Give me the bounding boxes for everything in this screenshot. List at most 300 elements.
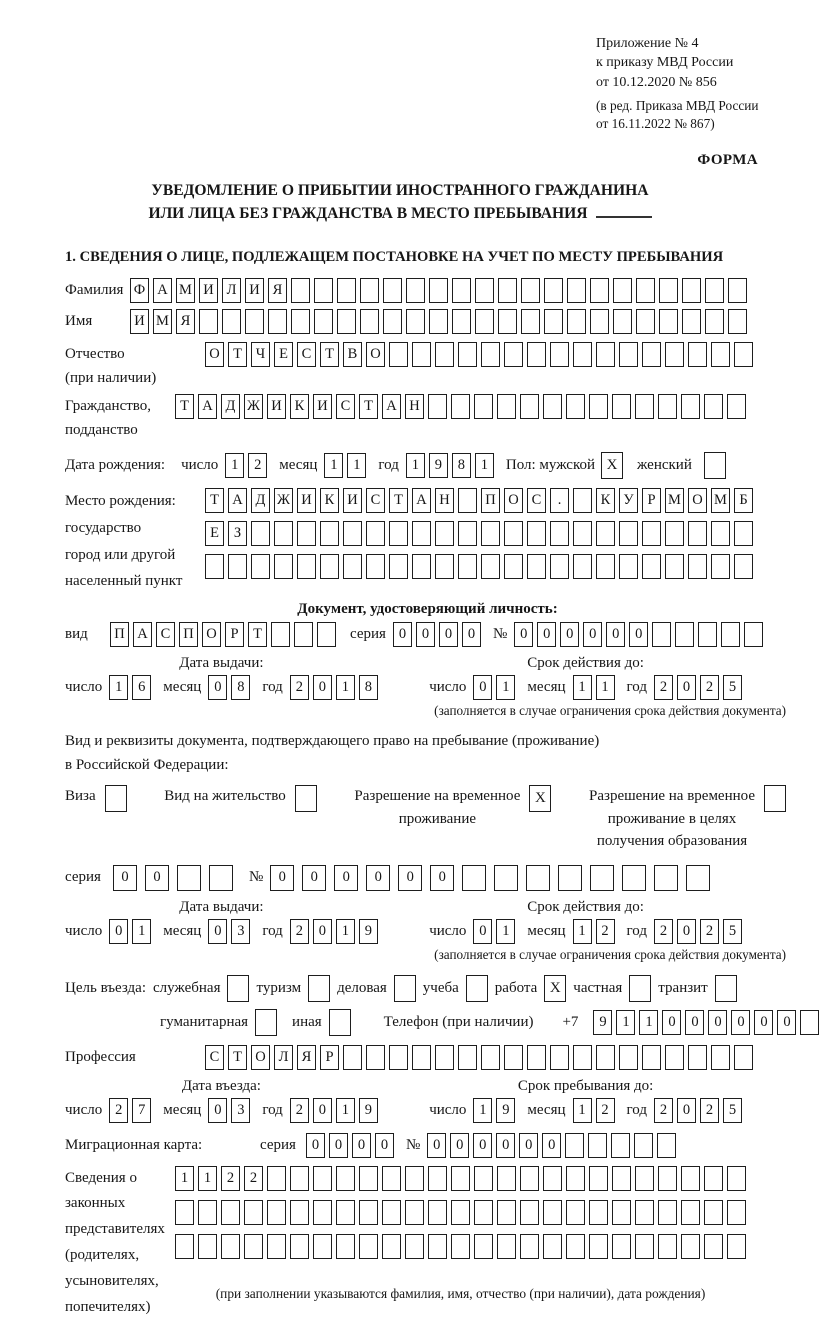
char-cell[interactable]: 1 bbox=[336, 1098, 355, 1123]
char-cell[interactable]: 0 bbox=[708, 1010, 727, 1035]
char-cell[interactable] bbox=[611, 1133, 630, 1158]
char-cell[interactable] bbox=[634, 1133, 653, 1158]
char-cell[interactable]: 3 bbox=[231, 919, 250, 944]
char-cell[interactable]: Р bbox=[642, 488, 661, 513]
char-cell[interactable] bbox=[665, 521, 684, 546]
char-cell[interactable]: 0 bbox=[685, 1010, 704, 1035]
char-cell[interactable]: 1 bbox=[475, 453, 494, 478]
char-cell[interactable] bbox=[635, 394, 654, 419]
char-cell[interactable]: 2 bbox=[248, 453, 267, 478]
char-cell[interactable]: 1 bbox=[639, 1010, 658, 1035]
char-cell[interactable] bbox=[711, 342, 730, 367]
char-cell[interactable] bbox=[520, 394, 539, 419]
char-cell[interactable] bbox=[481, 342, 500, 367]
char-cell[interactable] bbox=[566, 1234, 585, 1259]
char-cell[interactable] bbox=[267, 1166, 286, 1191]
char-cell[interactable] bbox=[681, 394, 700, 419]
char-cell[interactable] bbox=[596, 521, 615, 546]
char-cell[interactable]: Т bbox=[359, 394, 378, 419]
char-cell[interactable] bbox=[681, 1200, 700, 1225]
char-cell[interactable]: Р bbox=[225, 622, 244, 647]
char-cell[interactable] bbox=[613, 309, 632, 334]
char-cell[interactable]: П bbox=[110, 622, 129, 647]
char-cell[interactable]: 0 bbox=[145, 865, 169, 891]
char-cell[interactable]: 9 bbox=[593, 1010, 612, 1035]
temp-residence-education-checkbox[interactable] bbox=[764, 785, 786, 812]
char-cell[interactable] bbox=[405, 1166, 424, 1191]
char-cell[interactable]: 2 bbox=[700, 1098, 719, 1123]
char-cell[interactable] bbox=[642, 1045, 661, 1070]
char-cell[interactable]: А bbox=[153, 278, 172, 303]
char-cell[interactable]: А bbox=[133, 622, 152, 647]
char-cell[interactable] bbox=[800, 1010, 819, 1035]
char-cell[interactable]: 2 bbox=[244, 1166, 263, 1191]
char-cell[interactable] bbox=[658, 1234, 677, 1259]
char-cell[interactable]: 0 bbox=[473, 675, 492, 700]
char-cell[interactable] bbox=[573, 342, 592, 367]
char-cell[interactable] bbox=[366, 554, 385, 579]
char-cell[interactable]: 1 bbox=[175, 1166, 194, 1191]
char-cell[interactable] bbox=[452, 278, 471, 303]
sex-male-checkbox[interactable]: X bbox=[601, 452, 623, 479]
char-cell[interactable] bbox=[198, 1234, 217, 1259]
char-cell[interactable]: 3 bbox=[231, 1098, 250, 1123]
char-cell[interactable] bbox=[744, 622, 763, 647]
char-cell[interactable]: 2 bbox=[654, 1098, 673, 1123]
char-cell[interactable]: А bbox=[382, 394, 401, 419]
char-cell[interactable] bbox=[711, 1045, 730, 1070]
char-cell[interactable] bbox=[704, 1200, 723, 1225]
char-cell[interactable] bbox=[222, 309, 241, 334]
char-cell[interactable]: 1 bbox=[324, 453, 343, 478]
char-cell[interactable] bbox=[612, 1166, 631, 1191]
char-cell[interactable]: К bbox=[290, 394, 309, 419]
char-cell[interactable] bbox=[543, 1166, 562, 1191]
char-cell[interactable] bbox=[544, 309, 563, 334]
char-cell[interactable]: 0 bbox=[496, 1133, 515, 1158]
char-cell[interactable]: 1 bbox=[496, 919, 515, 944]
char-cell[interactable]: Т bbox=[248, 622, 267, 647]
char-cell[interactable] bbox=[619, 521, 638, 546]
char-cell[interactable] bbox=[177, 865, 201, 891]
char-cell[interactable] bbox=[550, 554, 569, 579]
char-cell[interactable] bbox=[313, 1200, 332, 1225]
char-cell[interactable]: И bbox=[297, 488, 316, 513]
char-cell[interactable] bbox=[366, 521, 385, 546]
char-cell[interactable] bbox=[462, 865, 486, 891]
char-cell[interactable]: Е bbox=[274, 342, 293, 367]
char-cell[interactable] bbox=[429, 278, 448, 303]
purpose-official-checkbox[interactable] bbox=[227, 975, 249, 1002]
char-cell[interactable] bbox=[435, 521, 454, 546]
char-cell[interactable] bbox=[589, 394, 608, 419]
char-cell[interactable]: О bbox=[205, 342, 224, 367]
char-cell[interactable] bbox=[622, 865, 646, 891]
char-cell[interactable] bbox=[451, 1200, 470, 1225]
char-cell[interactable] bbox=[566, 394, 585, 419]
char-cell[interactable] bbox=[359, 1200, 378, 1225]
char-cell[interactable]: О bbox=[366, 342, 385, 367]
char-cell[interactable] bbox=[343, 554, 362, 579]
char-cell[interactable]: 2 bbox=[596, 919, 615, 944]
char-cell[interactable]: А bbox=[412, 488, 431, 513]
char-cell[interactable]: И bbox=[313, 394, 332, 419]
char-cell[interactable]: К bbox=[596, 488, 615, 513]
char-cell[interactable] bbox=[406, 309, 425, 334]
char-cell[interactable] bbox=[251, 554, 270, 579]
char-cell[interactable] bbox=[475, 309, 494, 334]
char-cell[interactable]: 0 bbox=[366, 865, 390, 891]
char-cell[interactable] bbox=[612, 1200, 631, 1225]
char-cell[interactable] bbox=[675, 622, 694, 647]
char-cell[interactable] bbox=[343, 521, 362, 546]
char-cell[interactable]: А bbox=[198, 394, 217, 419]
char-cell[interactable] bbox=[573, 521, 592, 546]
char-cell[interactable]: М bbox=[711, 488, 730, 513]
char-cell[interactable] bbox=[688, 1045, 707, 1070]
purpose-business-checkbox[interactable] bbox=[394, 975, 416, 1002]
char-cell[interactable] bbox=[389, 342, 408, 367]
char-cell[interactable]: 0 bbox=[677, 675, 696, 700]
char-cell[interactable] bbox=[497, 1234, 516, 1259]
char-cell[interactable] bbox=[704, 1166, 723, 1191]
char-cell[interactable] bbox=[635, 1166, 654, 1191]
char-cell[interactable] bbox=[589, 1200, 608, 1225]
char-cell[interactable]: 5 bbox=[723, 1098, 742, 1123]
char-cell[interactable] bbox=[565, 1133, 584, 1158]
char-cell[interactable]: 1 bbox=[336, 675, 355, 700]
char-cell[interactable] bbox=[521, 278, 540, 303]
char-cell[interactable] bbox=[504, 554, 523, 579]
char-cell[interactable] bbox=[412, 554, 431, 579]
char-cell[interactable]: 1 bbox=[336, 919, 355, 944]
char-cell[interactable] bbox=[504, 1045, 523, 1070]
char-cell[interactable] bbox=[734, 342, 753, 367]
char-cell[interactable] bbox=[366, 1045, 385, 1070]
char-cell[interactable] bbox=[590, 309, 609, 334]
char-cell[interactable] bbox=[566, 1166, 585, 1191]
char-cell[interactable]: Ф bbox=[130, 278, 149, 303]
char-cell[interactable] bbox=[588, 1133, 607, 1158]
char-cell[interactable] bbox=[389, 521, 408, 546]
char-cell[interactable]: 1 bbox=[573, 919, 592, 944]
char-cell[interactable]: 2 bbox=[596, 1098, 615, 1123]
char-cell[interactable] bbox=[681, 1234, 700, 1259]
char-cell[interactable] bbox=[343, 1045, 362, 1070]
char-cell[interactable]: 0 bbox=[302, 865, 326, 891]
char-cell[interactable]: 0 bbox=[208, 919, 227, 944]
char-cell[interactable] bbox=[727, 1234, 746, 1259]
char-cell[interactable] bbox=[475, 278, 494, 303]
char-cell[interactable]: 6 bbox=[132, 675, 151, 700]
char-cell[interactable] bbox=[642, 342, 661, 367]
char-cell[interactable]: И bbox=[130, 309, 149, 334]
char-cell[interactable] bbox=[520, 1166, 539, 1191]
char-cell[interactable] bbox=[527, 554, 546, 579]
char-cell[interactable] bbox=[294, 622, 313, 647]
char-cell[interactable]: 1 bbox=[347, 453, 366, 478]
char-cell[interactable] bbox=[635, 1234, 654, 1259]
char-cell[interactable]: 8 bbox=[452, 453, 471, 478]
purpose-tourism-checkbox[interactable] bbox=[308, 975, 330, 1002]
char-cell[interactable]: 0 bbox=[662, 1010, 681, 1035]
char-cell[interactable]: 0 bbox=[329, 1133, 348, 1158]
char-cell[interactable] bbox=[566, 1200, 585, 1225]
char-cell[interactable] bbox=[543, 394, 562, 419]
char-cell[interactable] bbox=[405, 1200, 424, 1225]
char-cell[interactable] bbox=[520, 1200, 539, 1225]
char-cell[interactable]: 0 bbox=[109, 919, 128, 944]
char-cell[interactable] bbox=[336, 1234, 355, 1259]
char-cell[interactable] bbox=[267, 1234, 286, 1259]
char-cell[interactable] bbox=[567, 278, 586, 303]
char-cell[interactable] bbox=[659, 309, 678, 334]
char-cell[interactable] bbox=[619, 1045, 638, 1070]
char-cell[interactable] bbox=[567, 309, 586, 334]
char-cell[interactable]: 5 bbox=[723, 675, 742, 700]
char-cell[interactable] bbox=[573, 1045, 592, 1070]
purpose-humanitarian-checkbox[interactable] bbox=[255, 1009, 277, 1036]
char-cell[interactable] bbox=[596, 554, 615, 579]
char-cell[interactable] bbox=[244, 1200, 263, 1225]
char-cell[interactable]: Н bbox=[435, 488, 454, 513]
char-cell[interactable] bbox=[412, 1045, 431, 1070]
char-cell[interactable]: И bbox=[343, 488, 362, 513]
char-cell[interactable]: 7 bbox=[132, 1098, 151, 1123]
char-cell[interactable]: 1 bbox=[406, 453, 425, 478]
char-cell[interactable] bbox=[590, 865, 614, 891]
char-cell[interactable] bbox=[688, 521, 707, 546]
char-cell[interactable]: 1 bbox=[616, 1010, 635, 1035]
char-cell[interactable]: 0 bbox=[430, 865, 454, 891]
char-cell[interactable]: 0 bbox=[754, 1010, 773, 1035]
char-cell[interactable]: 9 bbox=[359, 919, 378, 944]
char-cell[interactable] bbox=[313, 1166, 332, 1191]
char-cell[interactable] bbox=[498, 309, 517, 334]
char-cell[interactable] bbox=[688, 554, 707, 579]
char-cell[interactable]: 0 bbox=[208, 675, 227, 700]
char-cell[interactable]: С bbox=[366, 488, 385, 513]
char-cell[interactable]: Т bbox=[205, 488, 224, 513]
purpose-other-checkbox[interactable] bbox=[329, 1009, 351, 1036]
char-cell[interactable] bbox=[527, 521, 546, 546]
char-cell[interactable] bbox=[383, 309, 402, 334]
char-cell[interactable] bbox=[590, 278, 609, 303]
char-cell[interactable]: М bbox=[176, 278, 195, 303]
char-cell[interactable] bbox=[652, 622, 671, 647]
char-cell[interactable]: . bbox=[550, 488, 569, 513]
char-cell[interactable] bbox=[504, 342, 523, 367]
char-cell[interactable]: О bbox=[202, 622, 221, 647]
char-cell[interactable]: О bbox=[251, 1045, 270, 1070]
char-cell[interactable]: 0 bbox=[606, 622, 625, 647]
char-cell[interactable] bbox=[613, 278, 632, 303]
char-cell[interactable] bbox=[291, 278, 310, 303]
char-cell[interactable] bbox=[359, 1166, 378, 1191]
char-cell[interactable]: 0 bbox=[450, 1133, 469, 1158]
char-cell[interactable] bbox=[481, 521, 500, 546]
char-cell[interactable]: 2 bbox=[290, 675, 309, 700]
char-cell[interactable] bbox=[481, 554, 500, 579]
char-cell[interactable] bbox=[682, 309, 701, 334]
char-cell[interactable]: 9 bbox=[496, 1098, 515, 1123]
char-cell[interactable]: Т bbox=[228, 1045, 247, 1070]
visa-checkbox[interactable] bbox=[105, 785, 127, 812]
char-cell[interactable]: М bbox=[153, 309, 172, 334]
char-cell[interactable] bbox=[550, 342, 569, 367]
char-cell[interactable] bbox=[175, 1200, 194, 1225]
char-cell[interactable] bbox=[428, 1234, 447, 1259]
char-cell[interactable] bbox=[435, 342, 454, 367]
char-cell[interactable] bbox=[290, 1166, 309, 1191]
char-cell[interactable] bbox=[336, 1200, 355, 1225]
char-cell[interactable]: 0 bbox=[473, 919, 492, 944]
char-cell[interactable]: П bbox=[481, 488, 500, 513]
char-cell[interactable]: 0 bbox=[352, 1133, 371, 1158]
char-cell[interactable]: Ч bbox=[251, 342, 270, 367]
char-cell[interactable]: Я bbox=[297, 1045, 316, 1070]
char-cell[interactable] bbox=[474, 394, 493, 419]
sex-female-checkbox[interactable] bbox=[704, 452, 726, 479]
char-cell[interactable]: 8 bbox=[359, 675, 378, 700]
char-cell[interactable]: Р bbox=[320, 1045, 339, 1070]
char-cell[interactable]: 0 bbox=[473, 1133, 492, 1158]
char-cell[interactable] bbox=[337, 278, 356, 303]
char-cell[interactable] bbox=[244, 1234, 263, 1259]
char-cell[interactable]: Т bbox=[320, 342, 339, 367]
char-cell[interactable] bbox=[474, 1200, 493, 1225]
char-cell[interactable] bbox=[458, 488, 477, 513]
char-cell[interactable] bbox=[221, 1200, 240, 1225]
char-cell[interactable] bbox=[382, 1166, 401, 1191]
char-cell[interactable]: П bbox=[179, 622, 198, 647]
char-cell[interactable]: 0 bbox=[375, 1133, 394, 1158]
char-cell[interactable] bbox=[205, 554, 224, 579]
char-cell[interactable] bbox=[727, 1200, 746, 1225]
char-cell[interactable] bbox=[573, 488, 592, 513]
char-cell[interactable] bbox=[291, 309, 310, 334]
char-cell[interactable] bbox=[175, 1234, 194, 1259]
char-cell[interactable] bbox=[360, 278, 379, 303]
char-cell[interactable] bbox=[619, 554, 638, 579]
char-cell[interactable] bbox=[734, 1045, 753, 1070]
char-cell[interactable] bbox=[458, 554, 477, 579]
char-cell[interactable] bbox=[382, 1200, 401, 1225]
char-cell[interactable] bbox=[635, 1200, 654, 1225]
char-cell[interactable] bbox=[642, 554, 661, 579]
char-cell[interactable]: 1 bbox=[573, 1098, 592, 1123]
char-cell[interactable] bbox=[665, 342, 684, 367]
char-cell[interactable] bbox=[360, 309, 379, 334]
char-cell[interactable]: Д bbox=[251, 488, 270, 513]
char-cell[interactable] bbox=[504, 521, 523, 546]
char-cell[interactable] bbox=[412, 342, 431, 367]
char-cell[interactable] bbox=[544, 278, 563, 303]
purpose-transit-checkbox[interactable] bbox=[715, 975, 737, 1002]
char-cell[interactable] bbox=[435, 554, 454, 579]
char-cell[interactable]: 1 bbox=[132, 919, 151, 944]
char-cell[interactable]: 0 bbox=[731, 1010, 750, 1035]
char-cell[interactable] bbox=[526, 865, 550, 891]
char-cell[interactable]: Н bbox=[405, 394, 424, 419]
char-cell[interactable]: 0 bbox=[313, 919, 332, 944]
char-cell[interactable] bbox=[336, 1166, 355, 1191]
char-cell[interactable] bbox=[711, 554, 730, 579]
char-cell[interactable]: И bbox=[245, 278, 264, 303]
char-cell[interactable]: 0 bbox=[427, 1133, 446, 1158]
char-cell[interactable]: Т bbox=[228, 342, 247, 367]
residence-permit-checkbox[interactable] bbox=[295, 785, 317, 812]
char-cell[interactable] bbox=[527, 342, 546, 367]
char-cell[interactable] bbox=[596, 1045, 615, 1070]
char-cell[interactable] bbox=[481, 1045, 500, 1070]
char-cell[interactable] bbox=[497, 1166, 516, 1191]
char-cell[interactable]: 1 bbox=[473, 1098, 492, 1123]
char-cell[interactable] bbox=[199, 309, 218, 334]
char-cell[interactable]: 0 bbox=[514, 622, 533, 647]
char-cell[interactable]: 9 bbox=[359, 1098, 378, 1123]
char-cell[interactable] bbox=[704, 1234, 723, 1259]
char-cell[interactable] bbox=[198, 1200, 217, 1225]
char-cell[interactable] bbox=[474, 1234, 493, 1259]
char-cell[interactable]: 0 bbox=[393, 622, 412, 647]
char-cell[interactable] bbox=[682, 278, 701, 303]
char-cell[interactable] bbox=[543, 1234, 562, 1259]
char-cell[interactable] bbox=[711, 521, 730, 546]
char-cell[interactable]: 9 bbox=[429, 453, 448, 478]
char-cell[interactable] bbox=[429, 309, 448, 334]
char-cell[interactable]: Е bbox=[205, 521, 224, 546]
char-cell[interactable]: С bbox=[205, 1045, 224, 1070]
char-cell[interactable]: 0 bbox=[313, 675, 332, 700]
char-cell[interactable] bbox=[451, 394, 470, 419]
char-cell[interactable]: Ж bbox=[274, 488, 293, 513]
char-cell[interactable] bbox=[251, 521, 270, 546]
char-cell[interactable] bbox=[705, 278, 724, 303]
char-cell[interactable] bbox=[271, 622, 290, 647]
char-cell[interactable]: Д bbox=[221, 394, 240, 419]
char-cell[interactable]: 0 bbox=[777, 1010, 796, 1035]
char-cell[interactable]: 1 bbox=[573, 675, 592, 700]
char-cell[interactable] bbox=[245, 309, 264, 334]
char-cell[interactable] bbox=[359, 1234, 378, 1259]
purpose-work-checkbox[interactable]: X bbox=[544, 975, 566, 1002]
char-cell[interactable] bbox=[619, 342, 638, 367]
char-cell[interactable] bbox=[657, 1133, 676, 1158]
char-cell[interactable] bbox=[636, 278, 655, 303]
char-cell[interactable] bbox=[313, 1234, 332, 1259]
purpose-private-checkbox[interactable] bbox=[629, 975, 651, 1002]
char-cell[interactable]: 2 bbox=[109, 1098, 128, 1123]
char-cell[interactable] bbox=[383, 278, 402, 303]
char-cell[interactable] bbox=[612, 394, 631, 419]
char-cell[interactable]: 0 bbox=[439, 622, 458, 647]
char-cell[interactable] bbox=[458, 521, 477, 546]
char-cell[interactable]: 0 bbox=[398, 865, 422, 891]
char-cell[interactable] bbox=[705, 309, 724, 334]
char-cell[interactable] bbox=[642, 521, 661, 546]
char-cell[interactable]: С bbox=[297, 342, 316, 367]
char-cell[interactable]: 2 bbox=[700, 919, 719, 944]
char-cell[interactable] bbox=[451, 1234, 470, 1259]
char-cell[interactable] bbox=[290, 1234, 309, 1259]
char-cell[interactable] bbox=[451, 1166, 470, 1191]
char-cell[interactable] bbox=[527, 1045, 546, 1070]
char-cell[interactable] bbox=[686, 865, 710, 891]
char-cell[interactable] bbox=[728, 309, 747, 334]
char-cell[interactable] bbox=[704, 394, 723, 419]
char-cell[interactable] bbox=[636, 309, 655, 334]
